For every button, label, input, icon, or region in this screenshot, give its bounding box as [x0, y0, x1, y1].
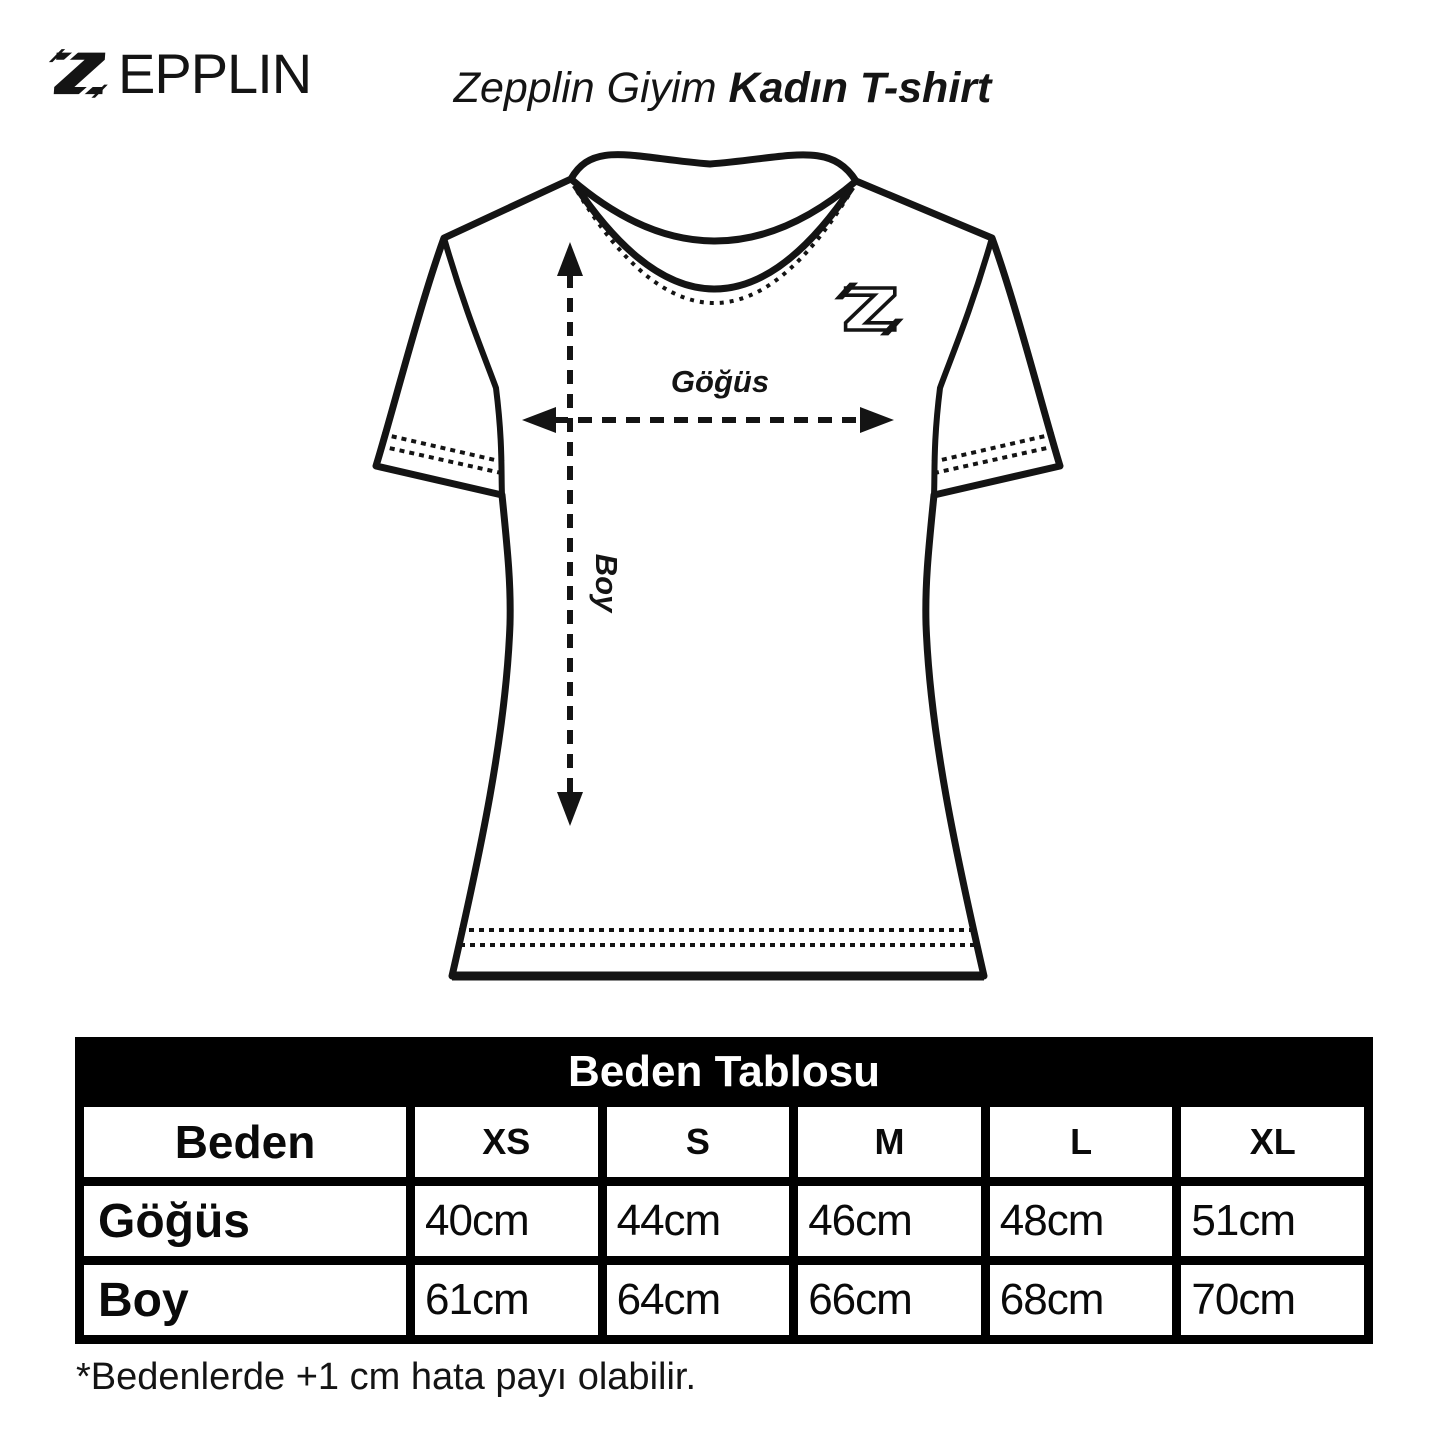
- page-title: [0, 64, 1445, 113]
- chest-value-xl: 51cm: [1181, 1186, 1364, 1256]
- size-header-s: S: [607, 1107, 790, 1177]
- length-value-l: 68cm: [990, 1265, 1173, 1335]
- size-table-grid: [84, 1107, 1364, 1335]
- length-value-s: 64cm: [607, 1265, 790, 1335]
- tshirt-diagram: [358, 124, 1080, 1009]
- size-header-xl: XL: [1181, 1107, 1364, 1177]
- tshirt-outline: [376, 155, 1060, 976]
- chest-value-m: 46cm: [798, 1186, 981, 1256]
- size-header-xs: XS: [415, 1107, 598, 1177]
- title-regular: Zepplin Giyim: [453, 64, 717, 112]
- chest-value-xs: 40cm: [415, 1186, 598, 1256]
- row-label-length: Boy: [84, 1265, 406, 1335]
- size-table-title: Beden Tablosu: [567, 1047, 881, 1096]
- length-value-xs: 61cm: [415, 1265, 598, 1335]
- tolerance-footnote: *Bedenlerde +1 cm hata payı olabilir.: [76, 1356, 697, 1398]
- size-header-l: L: [990, 1107, 1173, 1177]
- chest-value-s: 44cm: [607, 1186, 790, 1256]
- title-bold: Kadın T-shirt: [728, 64, 992, 112]
- row-label-chest: Göğüs: [84, 1186, 406, 1256]
- size-table: [75, 1037, 1373, 1344]
- tshirt-drawing: [358, 124, 1080, 1004]
- brand-name: EPPLIN: [118, 42, 312, 105]
- length-value-m: 66cm: [798, 1265, 981, 1335]
- length-value-xl: 70cm: [1181, 1265, 1364, 1335]
- chest-label: Göğüs: [670, 364, 770, 399]
- size-header-m: M: [798, 1107, 981, 1177]
- length-label: Boy: [589, 553, 624, 613]
- size-table-header-label: Beden: [84, 1107, 406, 1177]
- chest-value-l: 48cm: [990, 1186, 1173, 1256]
